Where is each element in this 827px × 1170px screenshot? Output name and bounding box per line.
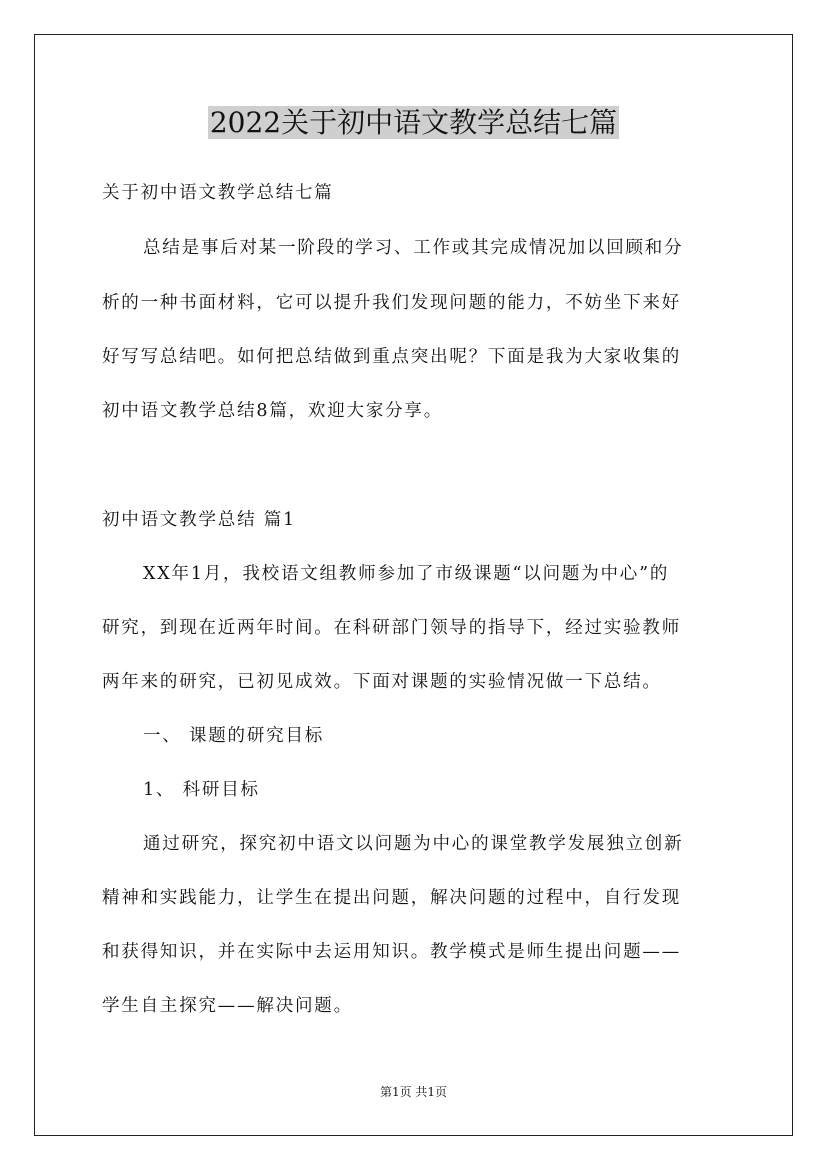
goal-paragraph-line: 精神和实践能力，让学生在提出问题，解决问题的过程中，自行发现 (102, 888, 681, 908)
document-title-text: 2022关于初中语文教学总结七篇 (209, 106, 618, 139)
subheading-research-target: 1、 科研目标 (143, 780, 260, 800)
section-paragraph-line: 研究，到现在近两年时间。在科研部门领导的指导下，经过实验教师 (102, 618, 681, 638)
intro-line: 总结是事后对某一阶段的学习、工作或其完成情况加以回顾和分 (143, 238, 684, 258)
goal-paragraph-line: 学生自主探究——解决问题。 (102, 996, 353, 1016)
goal-paragraph-line: 和获得知识，并在实际中去运用知识。教学模式是师生提出问题—— (102, 942, 681, 962)
page-footer: 第1页 共1页 (379, 1085, 448, 1099)
section-paragraph-line: 两年来的研究，已初见成效。下面对课题的实验情况做一下总结。 (102, 672, 662, 692)
document-title (0, 103, 827, 143)
section-heading: 初中语文教学总结 篇1 (102, 510, 296, 530)
subheading-research-goals: 一、 课题的研究目标 (143, 726, 325, 746)
document-subtitle: 关于初中语文教学总结七篇 (102, 183, 334, 203)
intro-line: 析的一种书面材料，它可以提升我们发现问题的能力，不妨坐下来好 (102, 293, 681, 313)
intro-line: 好写写总结吧。如何把总结做到重点突出呢？下面是我为大家收集的 (102, 347, 681, 367)
intro-line: 初中语文教学总结8篇，欢迎大家分享。 (102, 401, 444, 421)
section-paragraph-line: XX年1月，我校语文组教师参加了市级课题“以问题为中心”的 (143, 564, 670, 584)
goal-paragraph-line: 通过研究，探究初中语文以问题为中心的课堂教学发展独立创新 (143, 834, 684, 854)
